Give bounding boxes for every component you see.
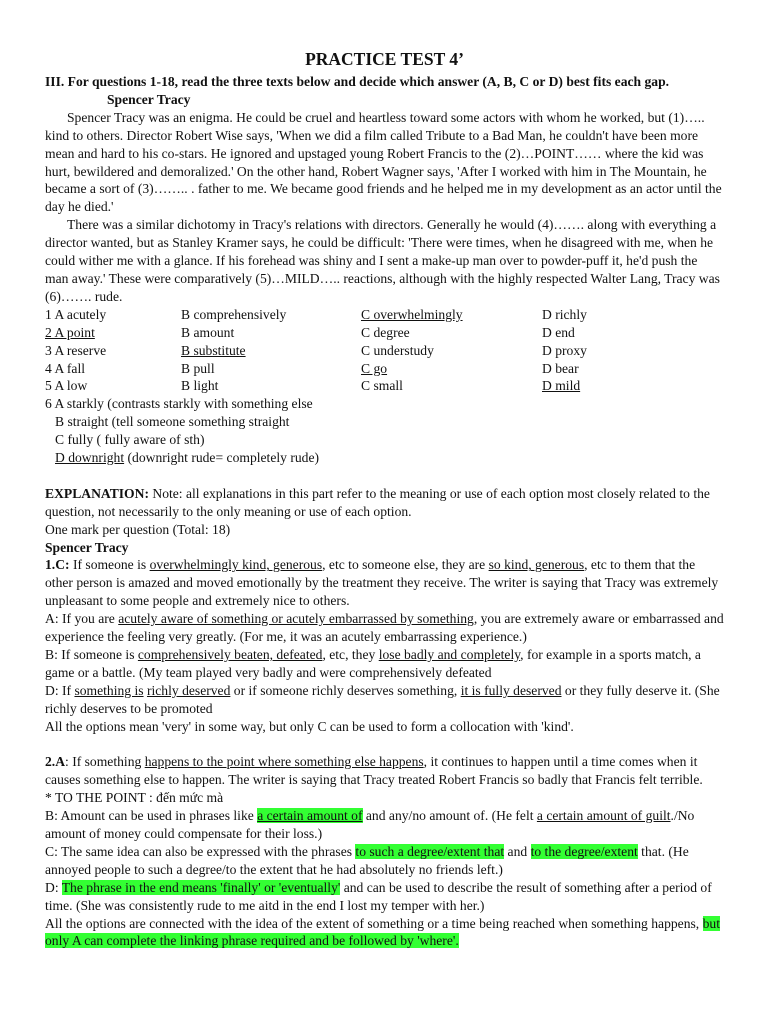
q6-option-a: 6 A starkly (contrasts starkly with something else: [45, 396, 313, 412]
passage-paragraph-2: There was a similar dichotomy in Tracy's relations with directors. Generally he would (4)……. along with everything a director wanted, but as Stanley Kramer says, he could be difficult: 'There were times, when he disagreed with me, when he could wither me with a glance. If his forehead was shiny and I sent a make-up man over to powder-puff it, he'd push the man away.' These were comparatively (5)…MILD….. reactions, although with the highly respected Walter Lang, Tracy was (6)……. rude.: [45, 217, 720, 304]
explanation-2-d: D: The phrase in the end means 'finally' or 'eventually' and can be used to describe the result of something after a period of time. (She was consistently rude to me aitd in the end I lost my temper with her.): [45, 879, 712, 913]
option-row: [45, 377, 724, 395]
option-a: 3 A reserve: [45, 342, 107, 358]
option-b: B substitute: [181, 342, 246, 358]
option-a: 4 A fall: [45, 360, 86, 376]
option-c: C go: [361, 360, 388, 376]
option-a: 1 A acutely: [45, 306, 107, 322]
q6-option-c: C fully ( fully aware of sth): [55, 432, 205, 448]
option-row: [45, 360, 724, 378]
explanation-2: 2.A: If something happens to the point where something else happens, it continues to happen until a time comes when it causes something else to happen. The writer is saying that Tracy treated Robert Francis so badly that Francis felt terrible.: [45, 754, 703, 788]
q6-option-b: B straight (tell someone something straight: [55, 414, 290, 430]
explanation-2-summary: All the options are connected with the idea of the extent of something or a time being reached when something happens, but only A can complete the linking phrase required and be followed by 'where'.: [45, 915, 720, 949]
option-b: B amount: [181, 324, 235, 340]
marks-info: One mark per question (Total: 18): [45, 521, 231, 537]
instruction: III. For questions 1-18, read the three texts below and decide which answer (A, B, C or D) best fits each gap.: [45, 74, 670, 89]
option-d: D proxy: [542, 342, 587, 358]
option-d: D end: [542, 324, 575, 340]
option-b: B pull: [181, 360, 215, 376]
q6-option-d: D downright (downright rude= completely rude): [55, 450, 320, 466]
page-title: PRACTICE TEST 4’: [305, 49, 464, 69]
explanation-note: EXPLANATION: Note: all explanations in this part refer to the meaning or use of each option most closely related to the question, not necessarily to the only meaning or use of each option.: [45, 485, 710, 519]
option-row: [45, 324, 724, 342]
option-d: D mild: [542, 378, 581, 394]
option-c: C degree: [361, 324, 410, 340]
option-a: 2 A point: [45, 324, 95, 340]
explanation-1-d: D: If something is richly deserved or if someone richly deserves something, it is fully deserved or they fully deserve it. (She richly deserves to be promoted: [45, 682, 720, 716]
explanation-heading: Spencer Tracy: [45, 539, 129, 555]
option-c: C overwhelmingly: [361, 306, 463, 322]
answer-options: [45, 306, 724, 396]
passage-heading-line: [45, 91, 724, 109]
option-b: B comprehensively: [181, 306, 287, 322]
explanation-2-note: * TO THE POINT : đến mức mà: [45, 790, 224, 806]
explanation-1: 1.C: If someone is overwhelmingly kind, generous, etc to someone else, they are so kind, generous, etc to them that the other person is amazed and moved emotionally by the treatment they receive. The writer is saying that Tracy was extremely unpleasant to some people and extremely nice to others.: [45, 557, 719, 609]
option-c: C small: [361, 378, 403, 394]
passage-paragraph-1: Spencer Tracy was an enigma. He could be cruel and heartless toward some actors with whom he worked, but (1)….. kind to others. Director Robert Wise says, 'When we did a film called Tribute to a Bad Man, he couldn't have been more mean and hard to his co-stars. He ignored and upstaged young Robert Francis to the (2)…POINT…… where the kid was hurt, bewildered and demoralized.' On the other hand, Robert Wagner says, 'After I worked with him in The Mountain, he became a sort of (3)…….. . father to me. We became good friends and he helped me in my development as an actor until the day he died.': [45, 109, 722, 215]
option-d: D richly: [542, 306, 587, 322]
option-b: B light: [181, 378, 219, 394]
explanation-1-a: A: If you are acutely aware of something or acutely embarrassed by something, you are extremely aware or embarrassed and experience the feeling very greatly. (For me, it was an acutely embarrassing experience.): [45, 611, 724, 645]
explanation-1-summary: All the options mean 'very' in some way, but only C can be used to form a collocation with 'kind'.: [45, 718, 574, 734]
explanation-2-b: B: Amount can be used in phrases like a certain amount of and any/no amount of. (He felt a certain amount of guilt./No amount of money could compensate for their loss.): [45, 808, 695, 842]
option-d: D bear: [542, 360, 579, 376]
option-row: [45, 306, 724, 324]
explanation-2-c: C: The same idea can also be expressed with the phrases to such a degree/extent that and to the degree/extent that. (He annoyed people to such a degree/to the extent that he had absolutely no friends left.): [45, 843, 689, 877]
passage-heading: Spencer Tracy: [107, 91, 191, 107]
explanation-1-b: B: If someone is comprehensively beaten, defeated, etc, they lose badly and completely, for example in a sports match, a game or a battle. (My team played very badly and were comprehensively defeated: [45, 646, 701, 680]
option-a: 5 A low: [45, 378, 88, 394]
option-row: [45, 342, 724, 360]
option-c: C understudy: [361, 342, 434, 358]
